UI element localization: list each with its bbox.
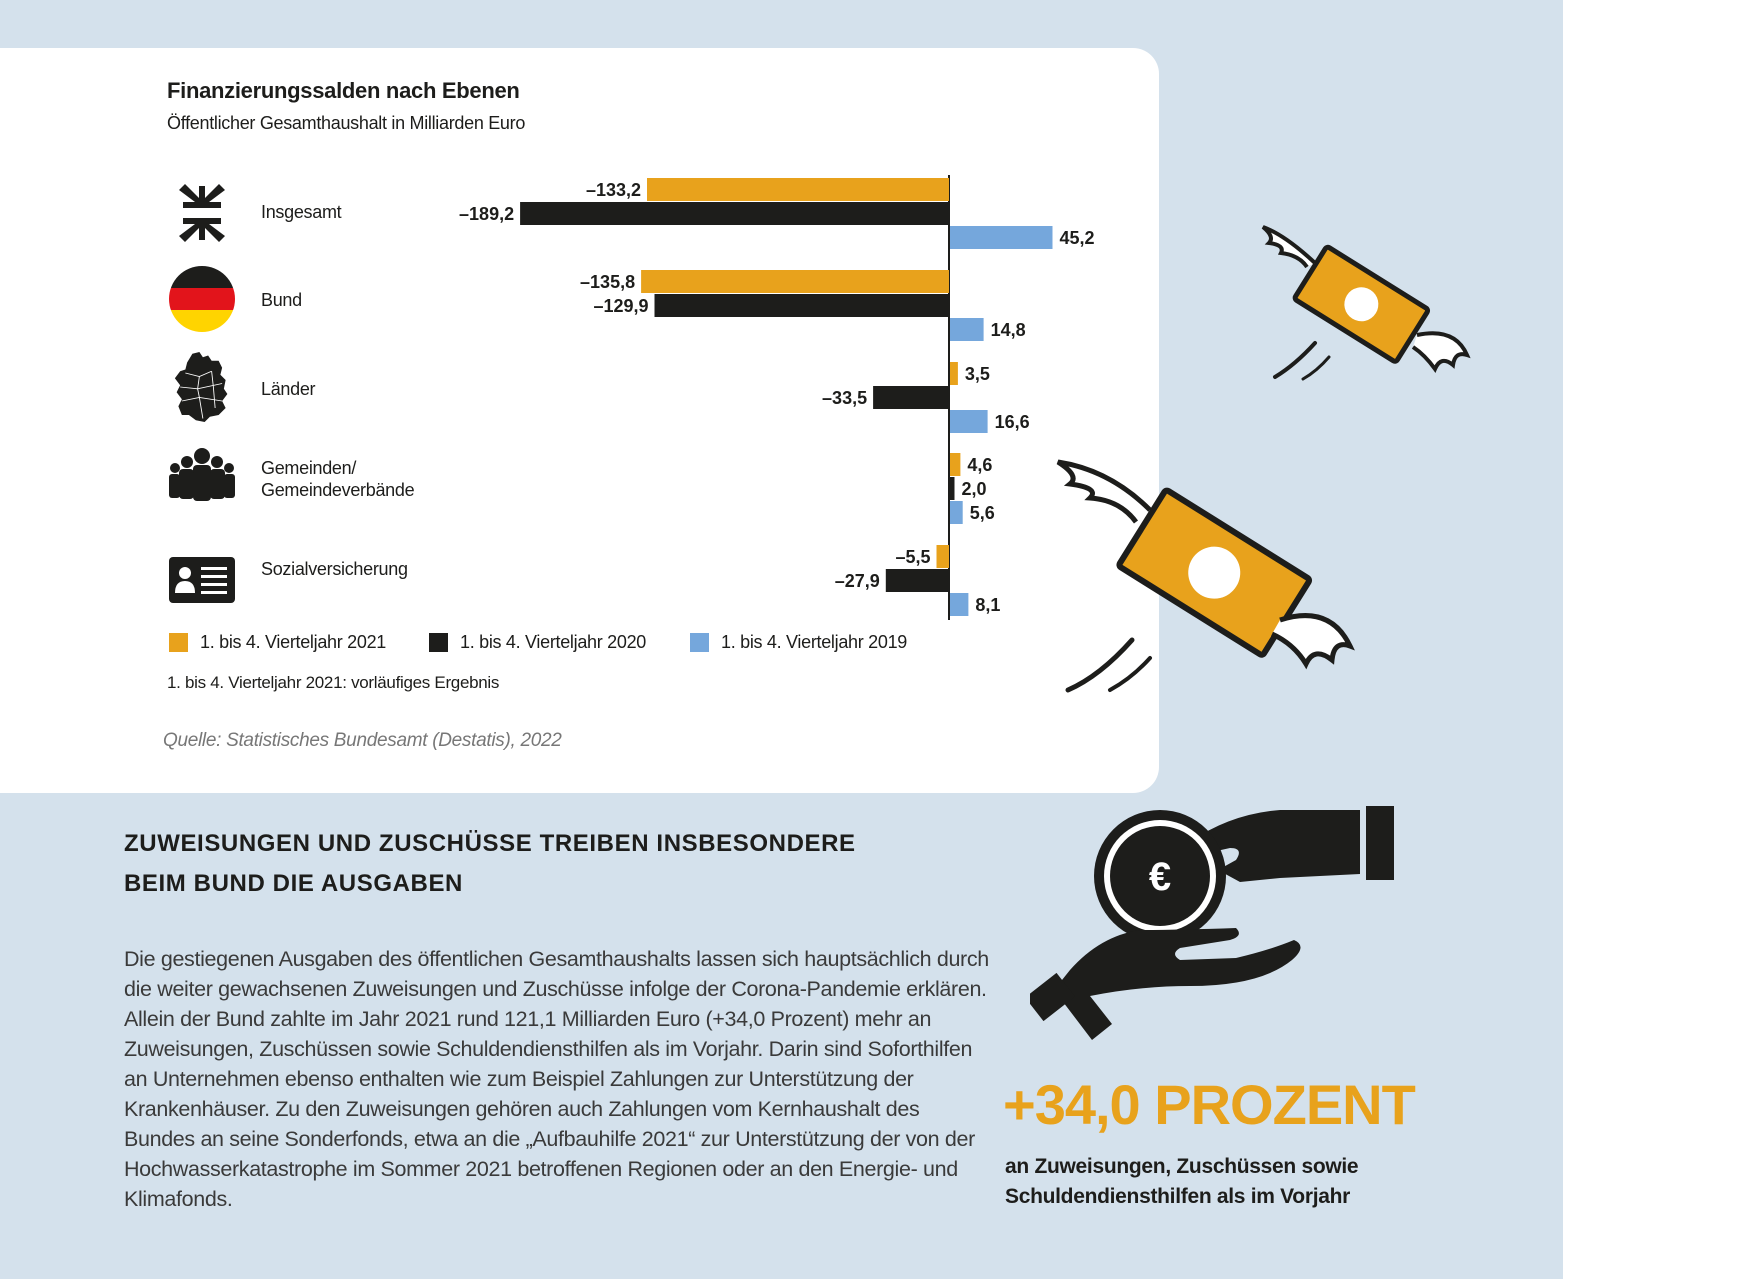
bar-chart (0, 0, 1159, 640)
chart-title: Finanzierungssalden nach Ebenen (167, 78, 520, 103)
flying-money-icon (1050, 440, 1370, 700)
data-label-2019-1: 14,8 (990, 320, 1026, 340)
legend-label-2019: 1. bis 4. Vierteljahr 2019 (721, 631, 907, 652)
category-label-laender: Länder (261, 379, 316, 399)
chart-subtitle: Öffentlicher Gesamthaushalt in Milliarden Euro (167, 113, 526, 133)
bar-2020-2 (873, 386, 949, 409)
bar-2021-1 (641, 270, 949, 293)
data-label-2021-1: –135,8 (580, 272, 636, 292)
hand-giving-coin-icon (1030, 790, 1410, 1050)
chart-note: 1. bis 4. Vierteljahr 2021: vorläufiges Ergebnis (167, 673, 500, 692)
bar-2021-3 (950, 453, 960, 476)
bar-2020-1 (655, 294, 950, 317)
data-label-2020-0: –189,2 (459, 204, 515, 224)
data-label-2021-3: 4,6 (967, 455, 993, 475)
category-label-sozialversicherung: Sozialversicherung (261, 559, 408, 579)
category-label-gemeinden: Gemeinden/ Gemeindeverbände (261, 458, 415, 500)
legend-label-2020: 1. bis 4. Vierteljahr 2020 (460, 631, 646, 652)
highlight-caption: an Zuweisungen, Zuschüssen sowie Schuldendiensthilfen als im Vorjahr (1005, 1155, 1359, 1208)
legend-swatch-2019 (690, 633, 709, 652)
bar-2019-4 (950, 593, 968, 616)
data-label-2019-2: 16,6 (994, 412, 1030, 432)
svg-text:€: € (1148, 855, 1172, 899)
data-label-2021-2: 3,5 (964, 364, 990, 384)
bar-2019-3 (950, 501, 963, 524)
bar-2019-2 (950, 410, 988, 433)
data-label-2020-1: –129,9 (593, 296, 649, 316)
bar-2021-2 (950, 362, 958, 385)
bar-2021-4 (937, 545, 950, 568)
category-label-insgesamt: Insgesamt (261, 202, 342, 222)
data-label-2019-3: 5,6 (969, 503, 995, 523)
bar-2020-0 (520, 202, 949, 225)
bar-2020-3 (950, 477, 955, 500)
euro-coin-icon (1094, 810, 1226, 942)
bar-2021-0 (647, 178, 949, 201)
bar-2020-4 (886, 569, 949, 592)
data-label-2020-2: –33,5 (822, 388, 868, 408)
chart-source: Quelle: Statistisches Bundesamt (Destatis), 2022 (163, 730, 562, 751)
data-label-2021-0: –133,2 (585, 180, 641, 200)
bar-2019-0 (950, 226, 1053, 249)
category-label-bund: Bund (261, 290, 302, 310)
highlight-number: +34,0 PROZENT (1003, 1073, 1415, 1136)
article-body: Die gestiegenen Ausgaben des öffentlichen Gesamthaushalts lassen sich hauptsächlich durch die weiter gewachsenen Zuweisungen und Zuschüsse infolge der Corona-Pandemie erklären. Allein der Bund zahlte im Jahr 2021 rund 121,1 Milliarden Euro (+34,0 Prozent) mehr an Zuweisungen, Zuschüssen sowie Schuldendiensthilfen als im Vorjahr. Darin sind Soforthilfen an Unternehmen ebenso enthalten wie zum Beispiel Zahlungen zur Unterstützung der Krankenhäuser. Zu den Zuweisungen gehören auch Zahlungen vom Kernhaushalt des Bundes an seine Sonderfonds, etwa an die „Aufbauhilfe 2021“ zur Unterstützung der von der Hochwasserkatastrophe im Sommer 2021 betroffenen Regionen oder an den Energie- und Klimafonds. (124, 947, 989, 1211)
legend-item-2021 (169, 630, 386, 654)
legend-item-2020 (429, 630, 646, 654)
article-heading: ZUWEISUNGEN UND ZUSCHÜSSE TREIBEN INSBESONDERE BEIM BUND DIE AUSGABEN (124, 830, 856, 897)
legend-item-2019 (690, 630, 907, 654)
bar-2019-1 (950, 318, 984, 341)
data-label-2019-4: 8,1 (975, 595, 1001, 615)
legend-label-2021: 1. bis 4. Vierteljahr 2021 (200, 631, 386, 652)
data-label-2019-0: 45,2 (1059, 228, 1095, 248)
data-label-2021-4: –5,5 (895, 547, 931, 567)
data-label-2020-3: 2,0 (961, 479, 987, 499)
legend-swatch-2021 (169, 633, 188, 652)
flying-money-icon (1255, 215, 1475, 395)
legend-swatch-2020 (429, 633, 448, 652)
data-label-2020-4: –27,9 (834, 571, 880, 591)
